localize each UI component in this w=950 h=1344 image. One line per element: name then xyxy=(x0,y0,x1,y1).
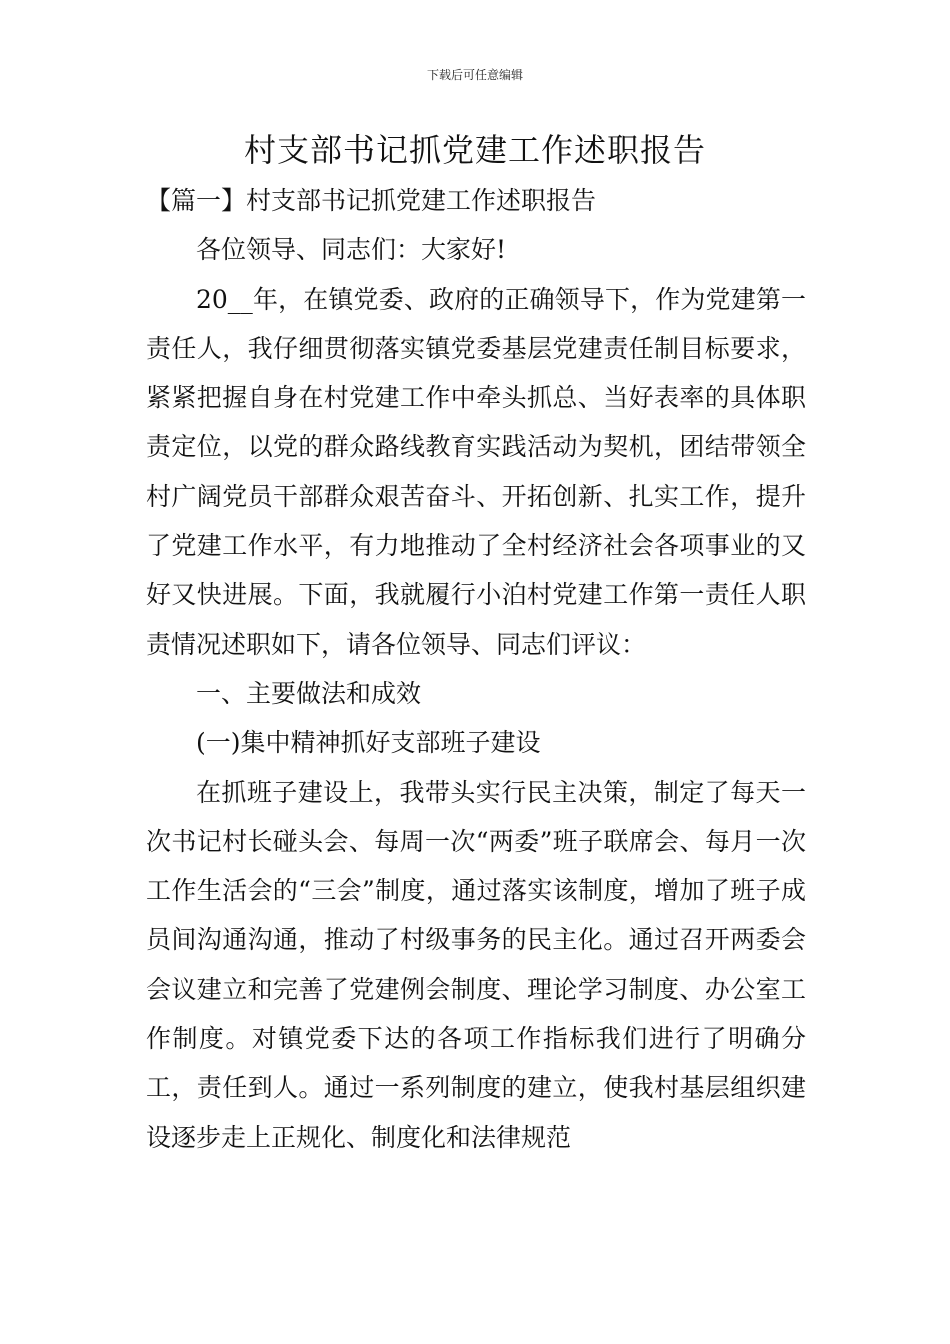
subsection-heading-branch-team: (一)集中精神抓好支部班子建设 xyxy=(196,728,541,758)
document-title: 村支部书记抓党建工作述职报告 xyxy=(243,131,706,169)
header-note: 下载后可任意编辑 xyxy=(426,68,523,82)
body-paragraph-intro: 20__年，在镇党委、政府的正确领导下，作为党建第一责任人，我仔细贯彻落实镇党委基层党建责任制目标要求，紧紧把握自身在村党建工作中牵头抓总、当好表率的具体职责定位，以党的群众路线教育实践活动为契机，团结带领全村广阔党员干部群众艰苦奋斗、开拓创新、扎实工作，提升了党建工作水平，有力地推动了全村经济社会各项事业的又好又快进展。下面，我就履行小泊村党建工作第一责任人职责情况述职如下，请各位领导、同志们评议： xyxy=(146,284,806,659)
greeting: 各位领导、同志们：大家好! xyxy=(196,235,507,265)
section-heading-main-practices: 一、主要做法和成效 xyxy=(196,678,422,708)
section-label: 【篇一】村支部书记抓党建工作述职报告 xyxy=(146,186,597,215)
document-body xyxy=(146,176,806,1162)
body-paragraph-team-building: 在抓班子建设上，我带头实行民主决策，制定了每天一次书记村长碰头会、每周一次“两委”班子联席会、每月一次工作生活会的“三会”制度，通过落实该制度，增加了班子成员间沟通沟通，推动了村级事务的民主化。通过召开两委会会议建立和完善了党建例会制度、理论学习制度、办公室工作制度。对镇党委下达的各项工作指标我们进行了明确分工，责任到人。通过一系列制度的建立，使我村基层组织建设逐步走上正规化、制度化和法律规范 xyxy=(146,777,806,1152)
